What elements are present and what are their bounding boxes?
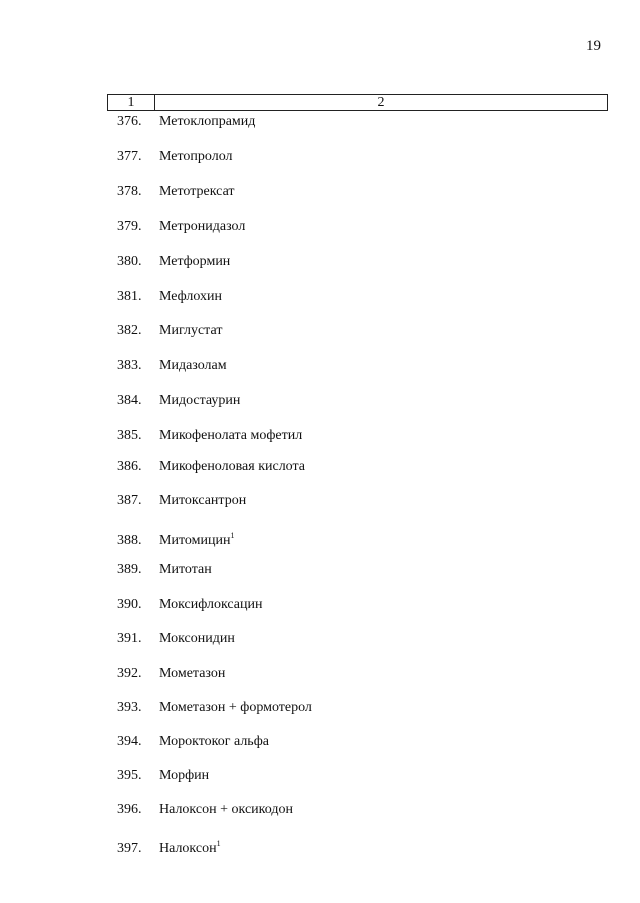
footnote-marker: 1 bbox=[216, 839, 221, 848]
list-item bbox=[117, 428, 302, 444]
item-name: Метопролол bbox=[159, 149, 233, 164]
list-item bbox=[117, 493, 246, 509]
item-number: 377. bbox=[117, 149, 142, 164]
item-name: Налоксон + оксикодон bbox=[159, 802, 293, 817]
item-name: Митотан bbox=[159, 562, 212, 577]
list-item bbox=[117, 459, 305, 475]
item-number: 380. bbox=[117, 254, 142, 269]
item-number: 384. bbox=[117, 393, 142, 408]
table-header bbox=[107, 94, 608, 111]
list-item bbox=[117, 254, 230, 270]
item-number: 382. bbox=[117, 323, 142, 338]
item-name: Метоклопрамид bbox=[159, 114, 256, 129]
item-number: 387. bbox=[117, 493, 142, 508]
item-number: 392. bbox=[117, 666, 142, 681]
list-item bbox=[117, 358, 227, 374]
list-item bbox=[117, 562, 212, 578]
list-item bbox=[117, 393, 240, 409]
item-name: Мидазолам bbox=[159, 358, 227, 373]
item-name: Мометазон + формотерол bbox=[159, 700, 312, 715]
item-name: Метотрексат bbox=[159, 184, 235, 199]
item-number: 386. bbox=[117, 459, 142, 474]
item-number: 379. bbox=[117, 219, 142, 234]
list-item bbox=[117, 768, 209, 784]
list-item bbox=[117, 597, 263, 613]
item-name: Морфин bbox=[159, 768, 210, 783]
item-name: Митоксантрон bbox=[159, 493, 247, 508]
list-item bbox=[117, 802, 293, 818]
list-item bbox=[117, 219, 245, 235]
item-name: Моксифлоксацин bbox=[159, 597, 263, 612]
item-name: Мометазон bbox=[159, 666, 226, 681]
item-number: 385. bbox=[117, 428, 142, 443]
list-item bbox=[117, 666, 225, 682]
page-number: 19 bbox=[586, 38, 601, 54]
item-name: Мефлохин bbox=[159, 289, 222, 304]
item-number: 381. bbox=[117, 289, 142, 304]
item-number: 378. bbox=[117, 184, 142, 199]
list-item bbox=[117, 528, 234, 549]
list-item bbox=[117, 631, 235, 647]
item-name: Метронидазол bbox=[159, 219, 246, 234]
header-column-1: 1 bbox=[108, 95, 155, 110]
item-number: 393. bbox=[117, 700, 142, 715]
item-name: Миглустат bbox=[159, 323, 223, 338]
item-number: 383. bbox=[117, 358, 142, 373]
item-name: Микофеноловая кислота bbox=[159, 459, 306, 474]
footnote-marker: 1 bbox=[230, 531, 235, 540]
list-item bbox=[117, 323, 222, 339]
item-number: 396. bbox=[117, 802, 142, 817]
item-name: Микофенолата мофетил bbox=[159, 428, 303, 443]
item-name: Мидостаурин bbox=[159, 393, 241, 408]
item-number: 388. bbox=[117, 533, 142, 548]
item-name: Митомицин bbox=[159, 533, 231, 548]
list-item bbox=[117, 149, 233, 165]
item-name: Налоксон bbox=[159, 841, 217, 856]
item-name: Мороктоког альфа bbox=[159, 734, 269, 749]
item-number: 389. bbox=[117, 562, 142, 577]
item-number: 395. bbox=[117, 768, 142, 783]
item-number: 390. bbox=[117, 597, 142, 612]
list-item bbox=[117, 836, 221, 857]
item-name: Метформин bbox=[159, 254, 231, 269]
item-number: 391. bbox=[117, 631, 142, 646]
list-item bbox=[117, 289, 222, 305]
list-item bbox=[117, 734, 269, 750]
list-item bbox=[117, 114, 255, 130]
item-name: Моксонидин bbox=[159, 631, 235, 646]
item-number: 376. bbox=[117, 114, 142, 129]
list-item bbox=[117, 184, 235, 200]
header-column-2: 2 bbox=[377, 95, 385, 110]
item-number: 394. bbox=[117, 734, 142, 749]
list-item bbox=[117, 700, 312, 716]
item-number: 397. bbox=[117, 841, 142, 856]
